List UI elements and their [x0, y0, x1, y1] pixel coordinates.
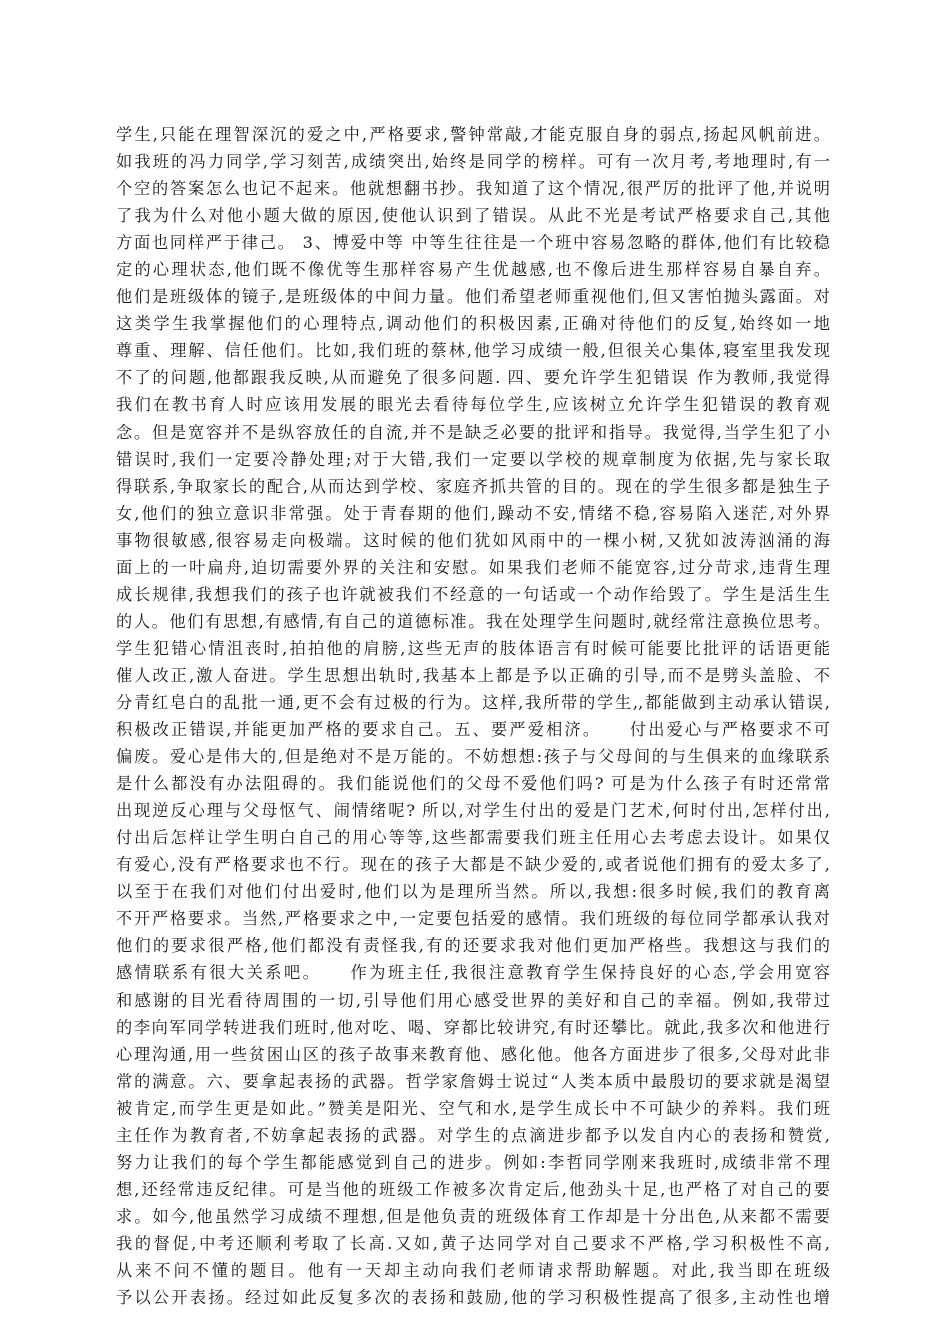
text-line: 面上的一叶扁舟,迫切需要外界的关注和安慰。如果我们老师不能宽容,过分苛求,违背生理 [116, 557, 830, 577]
text-line: 予以公开表扬。经过如此反复多次的表扬和鼓励,他的学习积极性提高了很多,主动性也增 [116, 1288, 830, 1308]
text-line: 我的督促,中考还顺利考取了长高.又如,黄子达同学对自己要求不严格,学习积极性不高, [116, 1233, 830, 1253]
text-line: 个空的答案怎么也记不起来。他就想翻书抄。我知道了这个情况,很严厉的批评了他,并说明 [116, 179, 830, 199]
text-line: 主任作为教育者,不妨拿起表扬的武器。对学生的点滴进步都予以发自内心的表扬和赞赏, [116, 1125, 830, 1145]
text-line: 偏废。爱心是伟大的,但是绝对不是万能的。不妨想想:孩子与父母间的与生俱来的血缘联系 [116, 747, 830, 767]
text-line: 想,还经常违反纪律。可是当他的班级工作被多次肯定后,他劲头十足,也严格了对自己的要 [116, 1179, 830, 1199]
text-line: 是什么都没有办法阻碍的。我们能说他们的父母不爱他们吗? 可是为什么孩子有时还常常 [116, 774, 830, 794]
text-line: 女,他们的独立意识非常强。处于青春期的他们,躁动不安,情绪不稳,容易陷入迷茫,对外界 [116, 503, 830, 523]
text-line: 念。但是宽容并不是纵容放任的自流,并不是缺乏必要的批评和指导。我觉得,当学生犯了小 [116, 422, 830, 442]
text-line: 和感谢的目光看待周围的一切,引导他们用心感受世界的美好和自己的幸福。例如,我带过 [116, 990, 830, 1010]
text-line: 感情联系有很大关系吧。 作为班主任,我很注意教育学生保持良好的心态,学会用宽容 [116, 963, 830, 983]
text-line: 不了的问题,他都跟我反映,从而避免了很多问题. 四、要允许学生犯错误 作为教师,我觉得 [116, 368, 830, 388]
text-line: 他们的要求很严格,他们都没有责怪我,有的还要求我对他们更加严格些。我想这与我们的 [116, 936, 830, 956]
text-line: 积极改正错误,并能更加严格的要求自己。五、要严爱相济。 付出爱心与严格要求不可 [116, 720, 830, 740]
text-line: 以至于在我们对他们付出爱时,他们以为是理所当然。所以,我想:很多时候,我们的教育离 [116, 882, 830, 902]
text-line: 常的满意。六、要拿起表扬的武器。哲学家詹姆士说过“人类本质中最殷切的要求就是渴望 [116, 1071, 830, 1091]
text-line: 他们是班级体的镜子,是班级体的中间力量。他们希望老师重视他们,但又害怕抛头露面。对 [116, 287, 830, 307]
body-text [116, 121, 830, 1311]
text-line: 尊重、理解、信任他们。比如,我们班的蔡林,他学习成绩一般,但很关心集体,寝室里我发现 [116, 341, 830, 361]
text-line: 了我为什么对他小题大做的原因,使他认识到了错误。从此不光是考试严格要求自己,其他 [116, 206, 830, 226]
text-line: 事物很敏感,很容易走向极端。这时候的他们犹如风雨中的一棵小树,又犹如波涛汹涌的海 [116, 530, 830, 550]
text-line: 错误时,我们一定要冷静处理;对于大错,我们一定要以学校的规章制度为依据,先与家长取 [116, 449, 830, 469]
text-line: 的人。他们有思想,有感情,有自己的道德标准。我在处理学生问题时,就经常注意换位思考。 [116, 611, 830, 631]
text-line: 努力让我们的每个学生都能感觉到自己的进步。例如:李哲同学刚来我班时,成绩非常不理 [116, 1152, 830, 1172]
text-line: 学生,只能在理智深沉的爱之中,严格要求,警钟常敲,才能克服自身的弱点,扬起风帆前进。 [116, 125, 830, 144]
text-line: 方面也同样严于律己。 3、博爱中等 中等生往往是一个班中容易忽略的群体,他们有比较稳 [116, 233, 830, 253]
text-line: 付出后怎样让学生明白自己的用心等等,这些都需要我们班主任用心去考虑去设计。如果仅 [116, 828, 830, 848]
text-line: 分青红皂白的乱批一通,更不会有过极的行为。这样,我所带的学生,,都能做到主动承认错误, [116, 692, 830, 712]
text-line: 如我班的冯力同学,学习刻苦,成绩突出,始终是同学的榜样。可有一次月考,考地理时,有一 [116, 152, 830, 172]
text-line: 我们在教书育人时应该用发展的眼光去看待每位学生,应该树立允许学生犯错误的教育观 [116, 395, 830, 415]
text-line: 定的心理状态,他们既不像优等生那样容易产生优越感,也不像后进生那样容易自暴自弃。 [116, 260, 830, 280]
text-line: 从来不问不懂的题目。他有一天却主动向我们老师请求帮助解题。对此,我当即在班级 [116, 1260, 830, 1280]
text-line: 心理沟通,用一些贫困山区的孩子故事来教育他、感化他。他各方面进步了很多,父母对此非 [116, 1044, 830, 1064]
text-line: 不开严格要求。当然,严格要求之中,一定要包括爱的感情。我们班级的每位同学都承认我对 [116, 909, 830, 929]
text-line: 成长规律,我想我们的孩子也许就被我们不经意的一句话或一个动作给毁了。学生是活生生 [116, 584, 830, 604]
text-line: 得联系,争取家长的配合,从而达到学校、家庭齐抓共管的目的。现在的学生很多都是独生子 [116, 476, 830, 496]
text-line: 的李向军同学转进我们班时,他对吃、喝、穿都比较讲究,有时还攀比。就此,我多次和他进行 [116, 1017, 830, 1037]
text-line: 有爱心,没有严格要求也不行。现在的孩子大都是不缺少爱的,或者说他们拥有的爱太多了, [116, 855, 830, 875]
text-line: 这类学生我掌握他们的心理特点,调动他们的积极因素,正确对待他们的反复,始终如一地 [116, 314, 830, 334]
text-line: 出现逆反心理与父母怄气、闹情绪呢? 所以,对学生付出的爱是门艺术,何时付出,怎样付出, [116, 801, 830, 821]
text-line: 求。如今,他虽然学习成绩不理想,但是他负责的班级体育工作却是十分出色,从来都不需要 [116, 1206, 830, 1226]
text-line: 学生犯错心情沮丧时,拍拍他的肩膀,这些无声的肢体语言有时候可能要比批评的话语更能 [116, 638, 830, 658]
text-line: 催人改正,激人奋进。学生思想出轨时,我基本上都是予以正确的引导,而不是劈头盖脸、不 [116, 665, 830, 685]
text-line: 被肯定,而学生更是如此。”赞美是阳光、空气和水,是学生成长中不可缺少的养料。我们班 [116, 1098, 830, 1118]
